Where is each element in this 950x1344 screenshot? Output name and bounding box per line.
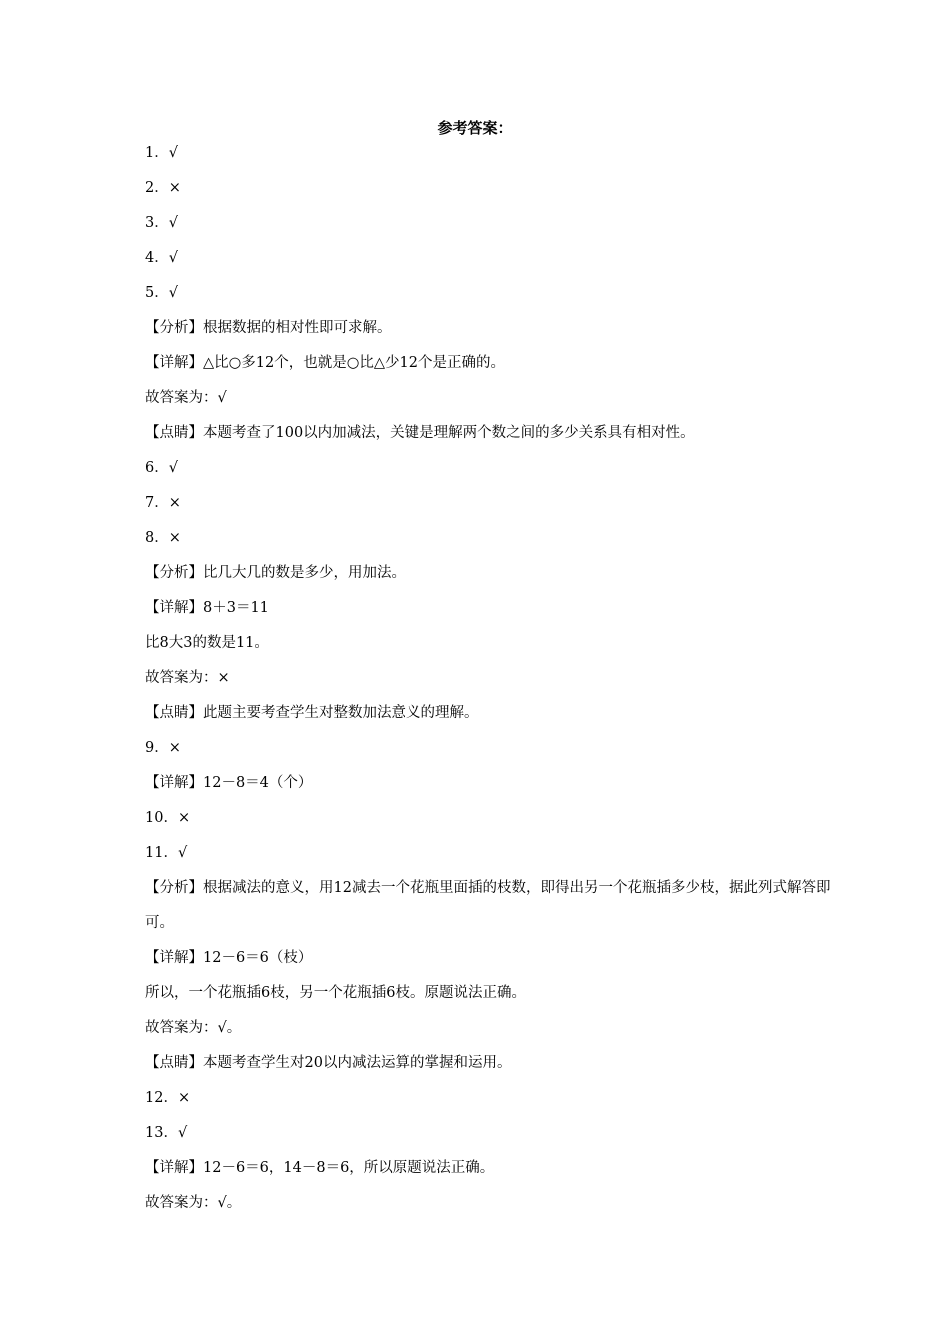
- comment-8: 【点睛】此题主要考查学生对整数加法意义的理解。: [145, 705, 479, 721]
- detail-5: 【详解】△比○多12个，也就是○比△少12个是正确的。: [145, 355, 506, 371]
- answer-3: 3．√: [145, 215, 178, 231]
- answer-6: 6．√: [145, 460, 178, 476]
- answer-11: 11．√: [145, 845, 188, 861]
- detail-11: 【详解】12－6＝6（枝）: [145, 950, 313, 966]
- answer-5: 5．√: [145, 285, 178, 301]
- answer-9: 9．×: [145, 740, 181, 756]
- answer-2: 2．×: [145, 180, 181, 196]
- detail-13: 【详解】12－6＝6，14－8＝6，所以原题说法正确。: [145, 1160, 495, 1176]
- answer-list: [145, 142, 835, 1227]
- analysis-11: 【分析】根据减法的意义，用12减去一个花瓶里面插的枝数，即得出另一个花瓶插多少枝，据此列式解答即可。: [145, 880, 831, 931]
- answer-13: 13．√: [145, 1125, 188, 1141]
- answer-10: 10．×: [145, 810, 191, 826]
- page-title: 参考答案：: [437, 119, 513, 137]
- detail-11-result: 所以，一个花瓶插6枝，另一个花瓶插6枝。原题说法正确。: [145, 985, 526, 1001]
- conclusion-11: 故答案为：√。: [145, 1020, 242, 1036]
- detail-8-result: 比8大3的数是11。: [145, 635, 269, 651]
- answer-4: 4．√: [145, 250, 178, 266]
- answer-12: 12．×: [145, 1090, 191, 1106]
- analysis-8: 【分析】比几大几的数是多少，用加法。: [145, 565, 406, 581]
- comment-11: 【点睛】本题考查学生对20以内减法运算的掌握和运用。: [145, 1055, 512, 1071]
- conclusion-8: 故答案为：×: [145, 670, 230, 686]
- answer-8: 8．×: [145, 530, 181, 546]
- detail-8: 【详解】8＋3＝11: [145, 600, 269, 616]
- answer-1: 1．√: [145, 145, 178, 161]
- conclusion-5: 故答案为：√: [145, 390, 227, 406]
- analysis-5: 【分析】根据数据的相对性即可求解。: [145, 320, 392, 336]
- detail-9: 【详解】12－8＝4（个）: [145, 775, 313, 791]
- comment-5: 【点睛】本题考查了100以内加减法，关键是理解两个数之间的多少关系具有相对性。: [145, 425, 695, 441]
- answer-7: 7．×: [145, 495, 181, 511]
- conclusion-13: 故答案为：√。: [145, 1195, 242, 1211]
